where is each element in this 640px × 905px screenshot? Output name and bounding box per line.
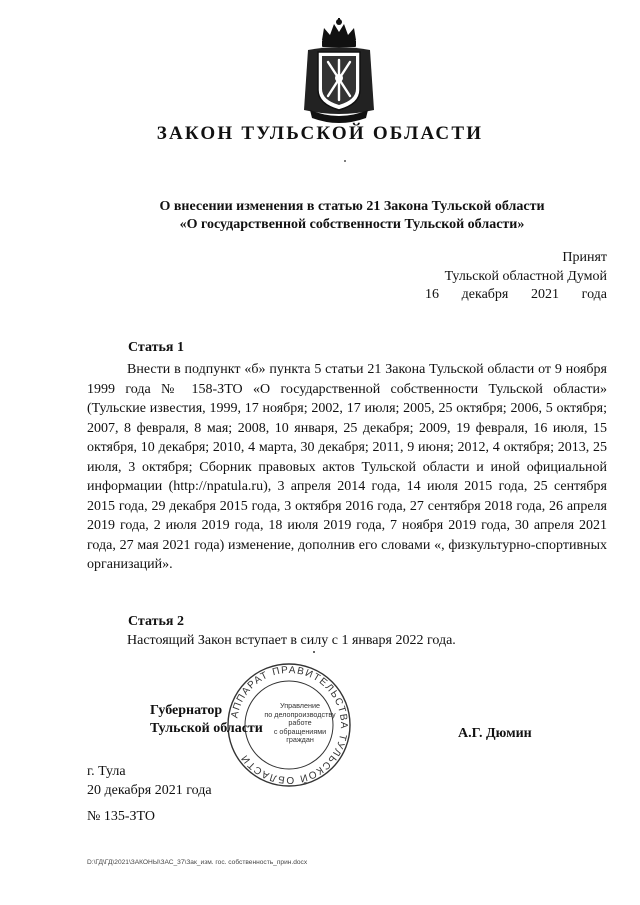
signing-date: 20 декабря 2021 года <box>87 783 212 798</box>
law-subtitle <box>0 198 640 234</box>
law-number: № 135-ЗТО <box>87 809 156 824</box>
signatory-title-line-1: Губернатор <box>150 703 223 718</box>
stamp-ring-text: АППАРАТ ПРАВИТЕЛЬСТВА ТУЛЬСКОЙ ОБЛАСТИ <box>229 664 350 786</box>
stamp-center-text <box>262 702 338 745</box>
article-2-text: Настоящий Закон вступает в силу с 1 января 2022 года. <box>127 633 456 648</box>
stamp-line: граждан <box>286 735 314 745</box>
adoption-line-1: Принят <box>562 250 607 265</box>
law-title: ЗАКОН ТУЛЬСКОЙ ОБЛАСТИ <box>156 123 484 144</box>
decorative-dot <box>344 160 346 162</box>
adoption-line-3: 16 декабря 2021 года <box>425 287 607 302</box>
signatory-title-line-2: Тульской области <box>150 721 263 736</box>
place-date-block <box>87 762 212 800</box>
signatory-title <box>150 702 263 738</box>
article-2-heading: Статья 2 <box>128 614 184 629</box>
subtitle-line-1: О внесении изменения в статью 21 Закона Тульской области <box>159 199 545 214</box>
stamp-line: с обращениями <box>273 726 327 736</box>
subtitle-line-2: «О государственной собственности Тульской области» <box>179 217 525 232</box>
coat-of-arms-emblem <box>300 18 378 126</box>
city: г. Тула <box>87 764 126 779</box>
article-1-body <box>87 360 607 575</box>
stamp-line: Управление <box>280 701 320 710</box>
stamp-line: по делопроизводству <box>264 709 336 719</box>
adoption-block <box>425 249 607 305</box>
article-1-text: Внести в подпункт «б» пункта 5 статьи 21 Закона Тульской области от 9 ноября 1999 года № 158-ЗТО «О государственной собственности Тульской области» (Тульские известия, 1999, 17 ноября; 2002, 17 июля; 2005, 25 октября; 2006, 5 октября; 2007, 8 февраля, 8 мая; 2008, 10 января, 25 декабря; 2009, 19 февраля, 16 июля, 15 октября, 10 декабря; 2010, 4 марта, 30 декабря; 2011, 9 июня; 2012, 4 октября; 2013, 25 июля, 3 октября; Сборник правовых актов Тульской области и иной официальной информации (http://npatula.ru), 3 апреля 2014 года, 14 июля 2015 года, 25 сентября 2015 года, 29 декабря 2015 года, 3 октября 2016 года, 27 сентября 2018 года, 26 апреля 2019 года, 2 июля 2019 года, 18 июля 2019 года, 7 ноября 2019 года, 30 апреля 2021 года, 27 мая 2021 года) изменение, дополнив его словами «, физкультурно-спортивных организаций». <box>87 362 607 572</box>
stamp-line: работе <box>288 718 312 728</box>
adoption-line-2: Тульской областной Думой <box>444 268 607 284</box>
decorative-dot <box>313 651 315 653</box>
article-1-heading: Статья 1 <box>128 340 184 355</box>
signatory-name: А.Г. Дюмин <box>458 726 532 741</box>
footer-file-path: D:\ГД\ГД\2021\ЗАКОНЫ\ЗАС_37\Зак_изм. гос. собственность_прин.docx <box>87 859 308 866</box>
